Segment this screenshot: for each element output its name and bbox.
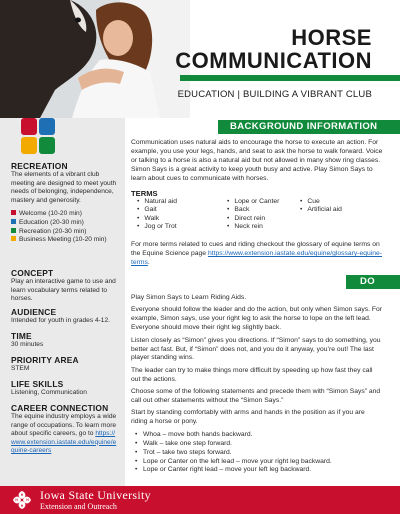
- background-paragraph: Communication uses natural aids to encourage the horse to execute an action. For example, you use your legs, hands, and seat to ask the horse to walk forward. Voice or talking to a horse is also a natural aid but not allowed in many show ring classes. Simon Says is a great activity to keep youth busy and active. Play Simon Says to learn about cues to communicate with horses.: [131, 139, 383, 182]
- hero-photo: [0, 0, 190, 118]
- term-item: • Lope or Canter: [227, 198, 279, 206]
- list-item: • Whoa – move both hands backward.: [135, 431, 383, 440]
- term-item: • Cue: [300, 198, 342, 206]
- more-terms-paragraph: For more terms related to cues and riding checkout the glossary of equine terms on the Equine Science page https://www.extension.iastate.edu/equine/glossary-equine-terms.: [131, 241, 383, 266]
- term-item: • Jog or Trot: [137, 223, 177, 231]
- time-section: [11, 331, 119, 350]
- do-paragraph: Listen closely as “Simon” gives you directions. If “Simon” says to do something, you better act fast. But, if “Simon” does not, and you do it anyway, you’re out! The last player standing wins.: [131, 336, 381, 362]
- terms-heading: TERMS: [131, 189, 158, 198]
- page-title: [175, 26, 372, 72]
- recreation-heading: RECREATION: [11, 161, 68, 171]
- career-connection-heading: CAREER CONNECTION: [11, 403, 109, 413]
- life-skills-heading: LIFE SKILLS: [11, 379, 64, 389]
- legend-item-business: Business Meeting (10-20 min): [11, 236, 119, 245]
- background-heading-bar: [218, 120, 400, 134]
- do-section: [131, 294, 383, 475]
- title-line-1: HORSE: [291, 25, 372, 50]
- university-name: Iowa State University: [40, 488, 151, 502]
- extension-name: Extension and Outreach: [40, 502, 117, 511]
- priority-area-section: [11, 355, 119, 374]
- term-item: • Natural aid: [137, 198, 177, 206]
- do-paragraph: Everyone should follow the leader and do the action, but only when Simon says. For example, Simon says, use your right leg to ask the horse to lope on the left lead. Everyone should move their right leg slightly back.: [131, 306, 383, 332]
- career-connection-section: [11, 403, 119, 456]
- svg-text:H: H: [20, 504, 24, 508]
- audience-section: [11, 307, 119, 326]
- background-heading: BACKGROUND INFORMATION: [230, 121, 378, 132]
- priority-area-text: STEM: [11, 365, 30, 372]
- do-paragraph: Choose some of the following statements and precede them with “Simon Says” and call out other statements without the “Simon Says.”: [131, 388, 381, 405]
- four-h-clover-icon: [12, 490, 32, 510]
- vibrant-club-logo: [12, 118, 70, 154]
- do-heading-bar: [346, 275, 400, 289]
- terms-column-2: [227, 198, 279, 231]
- equine-careers-link[interactable]: https://www.extension.iastate.edu/equine/equine-careers: [11, 430, 117, 455]
- priority-area-heading: PRIORITY AREA: [11, 355, 79, 365]
- logo-square-green: [39, 137, 55, 154]
- svg-text:H: H: [15, 498, 18, 503]
- audience-heading: AUDIENCE: [11, 307, 57, 317]
- do-paragraph: Start by standing comfortably with arms and hands in the position as if you are riding a horse or pony.: [131, 409, 365, 426]
- logo-square-blue: [39, 118, 55, 135]
- concept-section: [11, 268, 119, 304]
- do-heading: DO: [360, 276, 376, 287]
- svg-text:H: H: [26, 498, 29, 503]
- legend-item-welcome: Welcome (10-20 min): [11, 210, 119, 219]
- title-underline: [180, 75, 400, 81]
- logo-square-red: [21, 118, 37, 135]
- list-item: • Lope or Canter on the left lead – move your right leg backward.: [135, 458, 383, 467]
- life-skills-text: Listening, Communication: [11, 389, 87, 396]
- svg-text:H: H: [20, 493, 24, 497]
- term-item: • Gait: [137, 206, 177, 214]
- list-item: • Walk – take one step forward.: [135, 440, 383, 449]
- audience-text: Intended for youth in grades 4-12.: [11, 317, 110, 324]
- riding-aids-list: [135, 431, 383, 476]
- life-skills-section: [11, 379, 119, 398]
- legend-swatch: [11, 228, 16, 233]
- do-paragraph: Play Simon Says to Learn Riding Aids.: [131, 294, 247, 301]
- list-item: • Lope or Canter right lead – move your left leg backward.: [135, 466, 383, 475]
- time-heading: TIME: [11, 331, 32, 341]
- career-connection-text: The equine industry employs a wide range of occupations. To learn more about specific careers, go to https://www.extension.iastate.edu/equine/equine-careers: [11, 413, 117, 455]
- legend-item-education: Education (20-30 min): [11, 219, 119, 228]
- legend-item-recreation: Recreation (20-30 min): [11, 228, 119, 237]
- time-text: 30 minutes: [11, 341, 44, 348]
- term-item: • Direct rein: [227, 215, 279, 223]
- terms-column-3: [300, 198, 342, 215]
- recreation-text: The elements of a vibrant club meeting are designed to meet youth needs of belonging, independence, mastery and generosity.: [11, 171, 117, 204]
- subtitle: EDUCATION | BUILDING A VIBRANT CLUB: [177, 89, 372, 100]
- concept-heading: CONCEPT: [11, 268, 54, 278]
- meeting-legend: [11, 210, 119, 244]
- logo-square-yellow: [21, 137, 37, 154]
- term-item: • Artificial aid: [300, 206, 342, 214]
- recreation-section: [11, 161, 119, 245]
- glossary-link[interactable]: https://www.extension.iastate.edu/equine/glossary-equine-terms: [131, 249, 383, 266]
- title-line-2: COMMUNICATION: [175, 48, 372, 73]
- legend-swatch: [11, 210, 16, 215]
- concept-text: Play an interactive game to use and learn vocabulary terms related to horses.: [11, 278, 116, 303]
- legend-swatch: [11, 236, 16, 241]
- term-item: • Walk: [137, 215, 177, 223]
- do-paragraph: The leader can try to make things more difficult by speeding up how fast they call out the actions.: [131, 366, 373, 383]
- list-item: • Trot – take two steps forward.: [135, 449, 383, 458]
- term-item: • Back: [227, 206, 279, 214]
- term-item: • Neck rein: [227, 223, 279, 231]
- header: [0, 0, 400, 118]
- terms-column-1: [137, 198, 177, 231]
- legend-swatch: [11, 219, 16, 224]
